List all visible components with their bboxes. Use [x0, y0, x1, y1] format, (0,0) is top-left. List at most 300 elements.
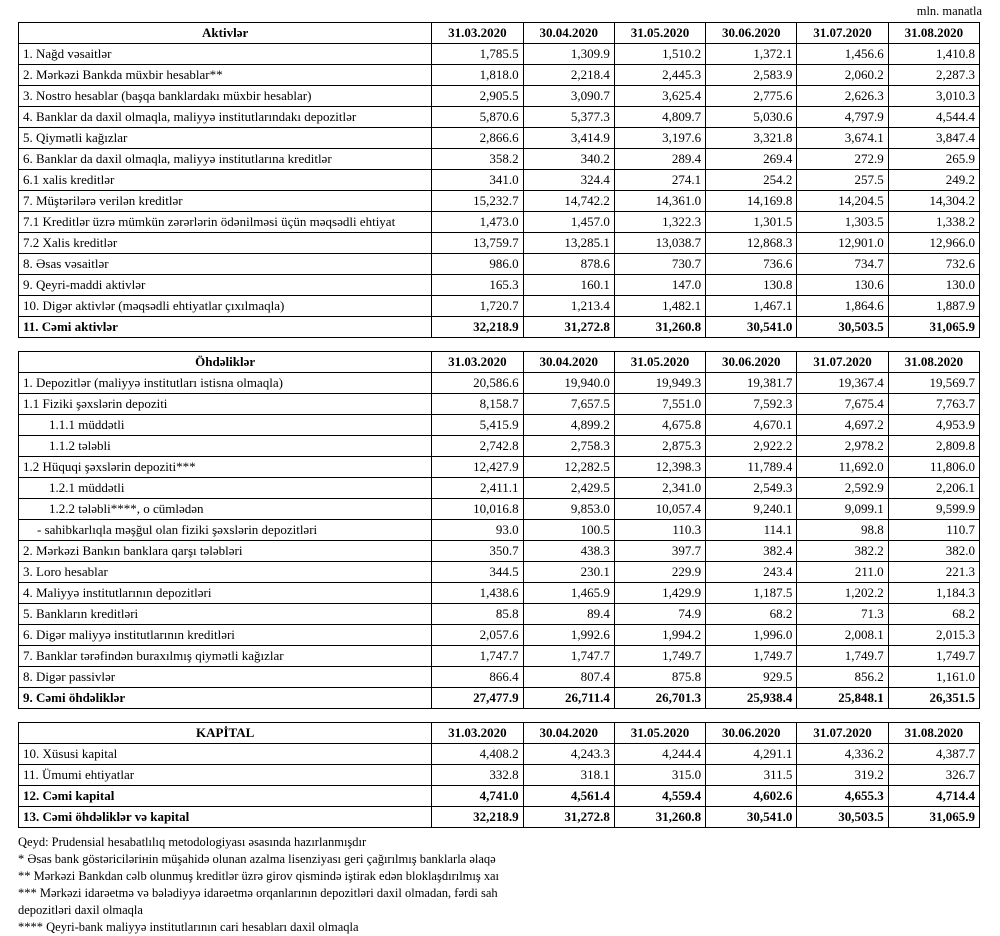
- row-value: 289.4: [614, 149, 705, 170]
- table-row: [19, 436, 980, 457]
- table-row: [19, 394, 980, 415]
- row-value: 25,938.4: [706, 688, 797, 709]
- row-value: 31,065.9: [888, 807, 979, 828]
- row-value: 2,411.1: [432, 478, 523, 499]
- row-value: 93.0: [432, 520, 523, 541]
- table-total-row: [19, 317, 980, 338]
- row-label: 1. Depozitlər (maliyyə institutları istisna olmaqla): [19, 373, 432, 394]
- table-gap: [0, 338, 1000, 351]
- row-value: 14,361.0: [614, 191, 705, 212]
- row-value: 1,309.9: [523, 44, 614, 65]
- table-total-row: [19, 688, 980, 709]
- row-value: 4,243.3: [523, 744, 614, 765]
- row-label: 7.2 Xalis kreditlər: [19, 233, 432, 254]
- row-value: 165.3: [432, 275, 523, 296]
- row-value: 2,742.8: [432, 436, 523, 457]
- row-value: 32,218.9: [432, 317, 523, 338]
- row-value: 13,285.1: [523, 233, 614, 254]
- column-header: 31.07.2020: [797, 352, 888, 373]
- row-label: 6.1 xalis kreditlər: [19, 170, 432, 191]
- row-value: 14,204.5: [797, 191, 888, 212]
- row-value: 19,949.3: [614, 373, 705, 394]
- column-header: 30.06.2020: [706, 723, 797, 744]
- row-label: 2. Mərkəzi Bankda müxbir hesablar**: [19, 65, 432, 86]
- footnote-note: Qeyd: Prudensial hesabatlılıq metodologiyası əsasında hazırlanmışdır: [18, 835, 367, 849]
- row-value: 19,569.7: [888, 373, 979, 394]
- row-value: 2,218.4: [523, 65, 614, 86]
- table-row: [19, 373, 980, 394]
- footnote-3: *** Mərkəzi idarəetmə və bələdiyyə idarəetmə orqanlarının depozitləri daxil olmadan, fərdi sah: [18, 886, 498, 900]
- row-value: 358.2: [432, 149, 523, 170]
- table-row: [19, 604, 980, 625]
- row-value: 1,184.3: [888, 583, 979, 604]
- table-header-row: [19, 723, 980, 744]
- row-value: 878.6: [523, 254, 614, 275]
- row-value: 2,060.2: [797, 65, 888, 86]
- row-value: 315.0: [614, 765, 705, 786]
- row-value: 734.7: [797, 254, 888, 275]
- table-row: [19, 212, 980, 233]
- row-value: 272.9: [797, 149, 888, 170]
- row-value: 30,503.5: [797, 807, 888, 828]
- row-value: 1,161.0: [888, 667, 979, 688]
- row-value: 382.0: [888, 541, 979, 562]
- row-value: 4,559.4: [614, 786, 705, 807]
- row-label: 8. Digər passivlər: [19, 667, 432, 688]
- row-value: 2,758.3: [523, 436, 614, 457]
- table-row: [19, 44, 980, 65]
- row-value: 3,197.6: [614, 128, 705, 149]
- column-header: 30.04.2020: [523, 352, 614, 373]
- row-value: 3,674.1: [797, 128, 888, 149]
- row-value: 986.0: [432, 254, 523, 275]
- row-value: 1,749.7: [888, 646, 979, 667]
- liabilities-table: [18, 351, 980, 709]
- row-value: 382.4: [706, 541, 797, 562]
- row-label: 9. Qeyri-maddi aktivlər: [19, 275, 432, 296]
- row-value: 130.0: [888, 275, 979, 296]
- column-header: 31.05.2020: [614, 23, 705, 44]
- row-value: 19,940.0: [523, 373, 614, 394]
- row-value: 1,457.0: [523, 212, 614, 233]
- row-value: 26,351.5: [888, 688, 979, 709]
- row-value: 7,551.0: [614, 394, 705, 415]
- footnote-3-cont: depozitləri daxil olmaqla: [18, 903, 143, 917]
- row-value: 265.9: [888, 149, 979, 170]
- row-value: 3,847.4: [888, 128, 979, 149]
- table-row: [19, 765, 980, 786]
- column-header: 31.05.2020: [614, 723, 705, 744]
- row-value: 8,158.7: [432, 394, 523, 415]
- column-header: 30.06.2020: [706, 352, 797, 373]
- table-total-row: [19, 786, 980, 807]
- row-value: 5,870.6: [432, 107, 523, 128]
- row-value: 12,901.0: [797, 233, 888, 254]
- row-value: 14,169.8: [706, 191, 797, 212]
- row-value: 7,675.4: [797, 394, 888, 415]
- column-header: 31.05.2020: [614, 352, 705, 373]
- row-value: 26,711.4: [523, 688, 614, 709]
- row-value: 332.8: [432, 765, 523, 786]
- row-value: 20,586.6: [432, 373, 523, 394]
- row-value: 2,549.3: [706, 478, 797, 499]
- row-value: 4,899.2: [523, 415, 614, 436]
- row-value: 27,477.9: [432, 688, 523, 709]
- row-value: 9,599.9: [888, 499, 979, 520]
- row-value: 1,887.9: [888, 296, 979, 317]
- row-value: 211.0: [797, 562, 888, 583]
- row-value: 1,322.3: [614, 212, 705, 233]
- row-value: 13,038.7: [614, 233, 705, 254]
- table-row: [19, 191, 980, 212]
- table-row: [19, 149, 980, 170]
- row-value: 1,510.2: [614, 44, 705, 65]
- row-value: 1,747.7: [523, 646, 614, 667]
- column-header: 31.07.2020: [797, 23, 888, 44]
- row-value: 2,978.2: [797, 436, 888, 457]
- row-value: 3,625.4: [614, 86, 705, 107]
- row-value: 9,240.1: [706, 499, 797, 520]
- row-value: 311.5: [706, 765, 797, 786]
- row-value: 269.4: [706, 149, 797, 170]
- row-value: 4,714.4: [888, 786, 979, 807]
- row-value: 30,503.5: [797, 317, 888, 338]
- row-value: 2,341.0: [614, 478, 705, 499]
- row-value: 14,742.2: [523, 191, 614, 212]
- row-value: 1,749.7: [797, 646, 888, 667]
- row-value: 2,008.1: [797, 625, 888, 646]
- table-row: [19, 646, 980, 667]
- capital-table: [18, 722, 980, 828]
- row-value: 397.7: [614, 541, 705, 562]
- row-value: 4,953.9: [888, 415, 979, 436]
- row-value: 71.3: [797, 604, 888, 625]
- row-label: 13. Cəmi öhdəliklər və kapital: [19, 807, 432, 828]
- row-value: 3,090.7: [523, 86, 614, 107]
- row-value: 3,414.9: [523, 128, 614, 149]
- row-label: 1.1 Fiziki şəxslərin depoziti: [19, 394, 432, 415]
- row-value: 319.2: [797, 765, 888, 786]
- column-header: 31.07.2020: [797, 723, 888, 744]
- table-row: [19, 107, 980, 128]
- column-header: 30.04.2020: [523, 723, 614, 744]
- row-value: 4,670.1: [706, 415, 797, 436]
- row-label: 12. Cəmi kapital: [19, 786, 432, 807]
- column-header: 31.08.2020: [888, 23, 979, 44]
- column-header: 31.03.2020: [432, 23, 523, 44]
- row-value: 2,866.6: [432, 128, 523, 149]
- row-value: 5,377.3: [523, 107, 614, 128]
- row-value: 229.9: [614, 562, 705, 583]
- row-label: 2. Mərkəzi Bankın banklara qarşı tələbləri: [19, 541, 432, 562]
- column-header: 31.03.2020: [432, 352, 523, 373]
- row-label: 4. Banklar da daxil olmaqla, maliyyə institutlarındakı depozitlər: [19, 107, 432, 128]
- row-value: 929.5: [706, 667, 797, 688]
- column-header: 31.08.2020: [888, 723, 979, 744]
- row-value: 1,994.2: [614, 625, 705, 646]
- unit-note: mln. manatla: [916, 4, 982, 18]
- table-gap: [0, 709, 1000, 722]
- row-label: 3. Nostro hesablar (başqa banklardakı müxbir hesablar): [19, 86, 432, 107]
- row-value: 2,626.3: [797, 86, 888, 107]
- table-row: [19, 128, 980, 149]
- row-value: 4,291.1: [706, 744, 797, 765]
- row-value: 11,692.0: [797, 457, 888, 478]
- row-value: 4,387.7: [888, 744, 979, 765]
- row-value: 875.8: [614, 667, 705, 688]
- row-value: 1,410.8: [888, 44, 979, 65]
- row-value: 2,592.9: [797, 478, 888, 499]
- row-label: 7. Müştərilərə verilən kreditlər: [19, 191, 432, 212]
- row-value: 2,429.5: [523, 478, 614, 499]
- row-value: 1,465.9: [523, 583, 614, 604]
- table-header-row: [19, 352, 980, 373]
- row-value: 7,592.3: [706, 394, 797, 415]
- row-value: 2,775.6: [706, 86, 797, 107]
- row-value: 326.7: [888, 765, 979, 786]
- row-value: 1,202.2: [797, 583, 888, 604]
- row-value: 7,657.5: [523, 394, 614, 415]
- table-row: [19, 499, 980, 520]
- row-label: 4. Maliyyə institutlarının depozitləri: [19, 583, 432, 604]
- column-header: 31.08.2020: [888, 352, 979, 373]
- row-value: 2,922.2: [706, 436, 797, 457]
- row-value: 98.8: [797, 520, 888, 541]
- row-value: 68.2: [706, 604, 797, 625]
- row-value: 130.8: [706, 275, 797, 296]
- footnotes: [18, 834, 1000, 936]
- table-row: [19, 667, 980, 688]
- row-label: 10. Xüsusi kapital: [19, 744, 432, 765]
- table-header-row: [19, 23, 980, 44]
- table-row: [19, 170, 980, 191]
- table-row: [19, 478, 980, 499]
- row-value: 4,809.7: [614, 107, 705, 128]
- row-value: 1,749.7: [614, 646, 705, 667]
- row-value: 110.7: [888, 520, 979, 541]
- row-label: 8. Əsas vəsaitlər: [19, 254, 432, 275]
- row-value: 856.2: [797, 667, 888, 688]
- row-label: 3. Loro hesablar: [19, 562, 432, 583]
- row-label: 6. Banklar da daxil olmaqla, maliyyə institutlarına kreditlər: [19, 149, 432, 170]
- row-value: 4,561.4: [523, 786, 614, 807]
- row-label: 5. Qiymətli kağızlar: [19, 128, 432, 149]
- column-header: 30.06.2020: [706, 23, 797, 44]
- row-value: 4,675.8: [614, 415, 705, 436]
- row-label: 1.2.1 müddətli: [19, 478, 432, 499]
- row-value: 11,789.4: [706, 457, 797, 478]
- column-header: 30.04.2020: [523, 23, 614, 44]
- row-value: 1,213.4: [523, 296, 614, 317]
- row-value: 7,763.7: [888, 394, 979, 415]
- row-value: 147.0: [614, 275, 705, 296]
- row-value: 19,381.7: [706, 373, 797, 394]
- row-value: 1,187.5: [706, 583, 797, 604]
- row-value: 257.5: [797, 170, 888, 191]
- table-title-assets: Aktivlər: [19, 23, 432, 44]
- table-row: [19, 520, 980, 541]
- row-label: 1. Nağd vəsaitlər: [19, 44, 432, 65]
- row-value: 2,905.5: [432, 86, 523, 107]
- row-value: 732.6: [888, 254, 979, 275]
- row-value: 2,206.1: [888, 478, 979, 499]
- row-value: 1,301.5: [706, 212, 797, 233]
- row-value: 26,701.3: [614, 688, 705, 709]
- row-value: 160.1: [523, 275, 614, 296]
- row-value: 4,336.2: [797, 744, 888, 765]
- row-value: 254.2: [706, 170, 797, 191]
- row-value: 1,720.7: [432, 296, 523, 317]
- row-value: 249.2: [888, 170, 979, 191]
- row-value: 341.0: [432, 170, 523, 191]
- row-value: 1,749.7: [706, 646, 797, 667]
- row-value: 324.4: [523, 170, 614, 191]
- row-value: 318.1: [523, 765, 614, 786]
- row-value: 382.2: [797, 541, 888, 562]
- row-value: 4,602.6: [706, 786, 797, 807]
- row-label: 10. Digər aktivlər (məqsədli ehtiyatlar çıxılmaqla): [19, 296, 432, 317]
- row-value: 5,415.9: [432, 415, 523, 436]
- row-value: 10,057.4: [614, 499, 705, 520]
- row-value: 350.7: [432, 541, 523, 562]
- row-label: 1.1.2 tələbli: [19, 436, 432, 457]
- row-value: 30,541.0: [706, 317, 797, 338]
- row-value: 89.4: [523, 604, 614, 625]
- row-value: 1,992.6: [523, 625, 614, 646]
- row-label: - sahibkarlıqla məşğul olan fiziki şəxslərin depozitləri: [19, 520, 432, 541]
- row-value: 30,541.0: [706, 807, 797, 828]
- row-label: 1.2.2 tələbli****, o cümlədən: [19, 499, 432, 520]
- footnote-1: * Əsas bank göstəriciləriнin müşahidə olunan azalma lisenziyası geri çağırılmış banklarla əlaqə: [18, 852, 496, 866]
- row-value: 114.1: [706, 520, 797, 541]
- table-row: [19, 254, 980, 275]
- row-value: 19,367.4: [797, 373, 888, 394]
- row-value: 3,010.3: [888, 86, 979, 107]
- row-value: 1,429.9: [614, 583, 705, 604]
- row-label: 1.1.1 müddətli: [19, 415, 432, 436]
- row-value: 2,583.9: [706, 65, 797, 86]
- row-value: 1,864.6: [797, 296, 888, 317]
- row-value: 68.2: [888, 604, 979, 625]
- row-label: 7. Banklar tərəfindən buraxılmış qiymətli kağızlar: [19, 646, 432, 667]
- row-value: 2,875.3: [614, 436, 705, 457]
- row-value: 1,467.1: [706, 296, 797, 317]
- row-value: 12,868.3: [706, 233, 797, 254]
- row-value: 4,244.4: [614, 744, 705, 765]
- row-label: 7.1 Kreditlər üzrə mümkün zərərlərin ödənilməsi üçün məqsədli ehtiyat: [19, 212, 432, 233]
- row-value: 274.1: [614, 170, 705, 191]
- row-value: 2,015.3: [888, 625, 979, 646]
- table-row: [19, 625, 980, 646]
- row-value: 32,218.9: [432, 807, 523, 828]
- row-value: 2,809.8: [888, 436, 979, 457]
- row-value: 4,544.4: [888, 107, 979, 128]
- row-value: 736.6: [706, 254, 797, 275]
- row-value: 85.8: [432, 604, 523, 625]
- row-value: 25,848.1: [797, 688, 888, 709]
- assets-table: [18, 22, 980, 338]
- table-row: [19, 65, 980, 86]
- row-value: 130.6: [797, 275, 888, 296]
- row-value: 12,427.9: [432, 457, 523, 478]
- row-value: 1,438.6: [432, 583, 523, 604]
- column-header: 31.03.2020: [432, 723, 523, 744]
- row-value: 2,057.6: [432, 625, 523, 646]
- row-value: 10,016.8: [432, 499, 523, 520]
- table-row: [19, 541, 980, 562]
- footnote-4: **** Qeyri-bank maliyyə institutlarının cari hesabları daxil olmaqla: [18, 920, 359, 934]
- row-value: 9,099.1: [797, 499, 888, 520]
- row-value: 221.3: [888, 562, 979, 583]
- row-value: 4,741.0: [432, 786, 523, 807]
- row-value: 1,338.2: [888, 212, 979, 233]
- row-value: 5,030.6: [706, 107, 797, 128]
- table-total-row: [19, 807, 980, 828]
- row-value: 1,785.5: [432, 44, 523, 65]
- row-label: 9. Cəmi öhdəliklər: [19, 688, 432, 709]
- table-row: [19, 744, 980, 765]
- row-value: 4,408.2: [432, 744, 523, 765]
- table-row: [19, 296, 980, 317]
- row-value: 1,747.7: [432, 646, 523, 667]
- row-label: 6. Digər maliyyə institutlarının kreditləri: [19, 625, 432, 646]
- row-value: 11,806.0: [888, 457, 979, 478]
- row-value: 866.4: [432, 667, 523, 688]
- table-row: [19, 562, 980, 583]
- row-value: 31,260.8: [614, 317, 705, 338]
- row-value: 438.3: [523, 541, 614, 562]
- row-value: 1,372.1: [706, 44, 797, 65]
- row-value: 12,398.3: [614, 457, 705, 478]
- table-title-liabilities: Öhdəliklər: [19, 352, 432, 373]
- row-value: 31,272.8: [523, 317, 614, 338]
- row-value: 31,065.9: [888, 317, 979, 338]
- row-value: 344.5: [432, 562, 523, 583]
- row-value: 2,445.3: [614, 65, 705, 86]
- row-value: 1,456.6: [797, 44, 888, 65]
- row-value: 31,260.8: [614, 807, 705, 828]
- footnote-2: ** Mərkəzi Bankdan cəlb olunmuş kreditlər üzrə girov qismində iştirak edən bloklaşdırılmış хаı: [18, 869, 499, 883]
- row-value: 14,304.2: [888, 191, 979, 212]
- row-value: 74.9: [614, 604, 705, 625]
- row-label: 11. Cəmi aktivlər: [19, 317, 432, 338]
- row-value: 230.1: [523, 562, 614, 583]
- table-row: [19, 415, 980, 436]
- row-value: 110.3: [614, 520, 705, 541]
- table-row: [19, 233, 980, 254]
- row-value: 4,655.3: [797, 786, 888, 807]
- table-row: [19, 457, 980, 478]
- row-value: 9,853.0: [523, 499, 614, 520]
- row-value: 243.4: [706, 562, 797, 583]
- table-row: [19, 86, 980, 107]
- table-title-capital: KAPİTAL: [19, 723, 432, 744]
- row-value: 2,287.3: [888, 65, 979, 86]
- row-value: 100.5: [523, 520, 614, 541]
- row-value: 1,303.5: [797, 212, 888, 233]
- row-value: 340.2: [523, 149, 614, 170]
- row-value: 1,473.0: [432, 212, 523, 233]
- row-value: 12,282.5: [523, 457, 614, 478]
- table-row: [19, 275, 980, 296]
- row-value: 1,818.0: [432, 65, 523, 86]
- row-value: 3,321.8: [706, 128, 797, 149]
- row-value: 31,272.8: [523, 807, 614, 828]
- row-value: 4,797.9: [797, 107, 888, 128]
- row-label: 11. Ümumi ehtiyatlar: [19, 765, 432, 786]
- row-value: 730.7: [614, 254, 705, 275]
- row-value: 13,759.7: [432, 233, 523, 254]
